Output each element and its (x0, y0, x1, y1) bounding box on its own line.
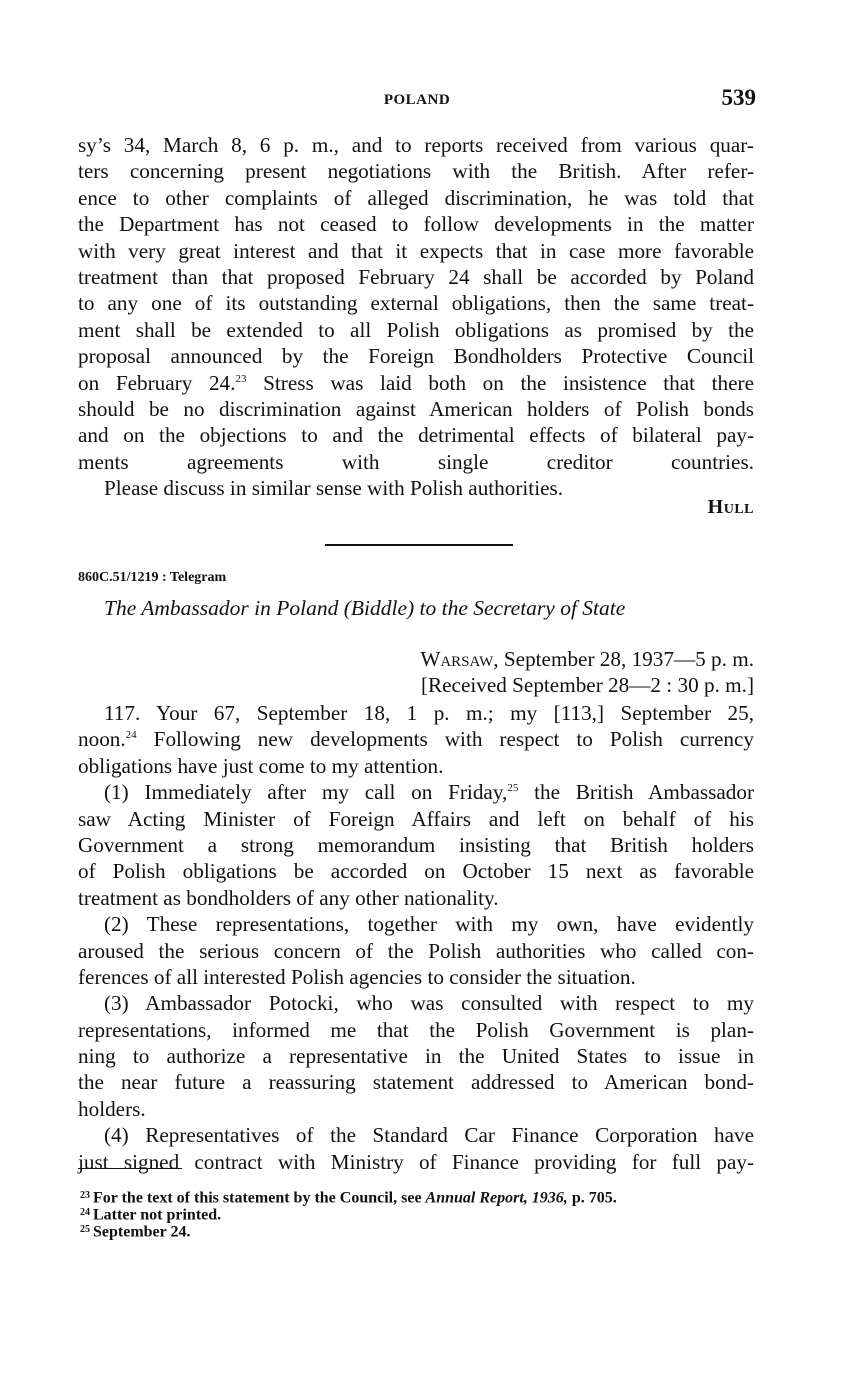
telegram-continuation-text (78, 132, 754, 501)
text-line: should be no discrimination against American holders of Polish bonds (78, 396, 754, 421)
text-line: just signed contract with Ministry of Finance providing for full pay- (78, 1149, 754, 1174)
footnote-text: Latter not printed. (93, 1206, 222, 1224)
text-line: ence to other complaints of alleged discrimination, he was told that (78, 185, 754, 210)
text-segment: the British Ambassador (518, 780, 754, 805)
text-segment: (1) Immediately after my call on Friday, (104, 780, 508, 805)
text-line: aroused the serious concern of the Polish authorities who called con- (78, 938, 754, 963)
text-line: proposal announced by the Foreign Bondholders Protective Council (78, 344, 754, 369)
closing-sentence: Please discuss in similar sense with Polish authorities. (104, 476, 564, 501)
text-line: representations, informed me that the Polish Government is plan- (78, 1017, 754, 1042)
text-line: (4) Representatives of the Standard Car Finance Corporation have (104, 1123, 754, 1148)
footnote-rule (78, 1168, 182, 1169)
text-line: the Department has not ceased to follow developments in the matter (78, 212, 754, 237)
text-line: obligations have just come to my attention. (78, 753, 444, 778)
text-line: ters concerning present negotiations with the British. After refer- (78, 159, 754, 184)
text-line: and on the objections to and the detrimental effects of bilateral pay- (78, 423, 754, 448)
text-line: ferences of all interested Polish agencies to consider the situation. (78, 964, 636, 989)
text-line: (3) Ambassador Potocki, who was consulted with respect to my (104, 991, 754, 1016)
text-line: sy’s 34, March 8, 6 p. m., and to reports received from various quar- (78, 133, 754, 157)
text-line: treatment as bondholders of any other nationality. (78, 885, 499, 910)
page-number: 539 (721, 85, 756, 110)
text-line: Government a strong memorandum insisting that British holders (78, 832, 754, 857)
document-reference: 860C.51/1219 : Telegram (78, 570, 227, 585)
section-divider (325, 544, 513, 546)
dateline-place: Warsaw (420, 647, 494, 671)
text-segment: Following new developments with respect to Polish currency (136, 727, 754, 752)
footnote-text: p. 705. (567, 1189, 617, 1207)
text-line: 117. Your 67, September 18, 1 p. m.; my [113,] September 25, (104, 701, 754, 725)
text-line: the near future a reassuring statement addressed to American bond- (78, 1070, 754, 1095)
text-line: saw Acting Minister of Foreign Affairs and left on behalf of his (78, 806, 754, 831)
footnote (80, 1221, 754, 1241)
footnote (80, 1187, 754, 1207)
text-line: to any one of its outstanding external obligations, then the same treat- (78, 291, 754, 316)
text-line: (2) These representations, together with my own, have evidently (104, 912, 754, 937)
footnotes (80, 1187, 754, 1241)
text-segment: on February 24. (78, 370, 236, 395)
dateline-date: , September 28, 1937—5 p. m. (493, 647, 754, 671)
running-head: POLAND (383, 92, 451, 108)
footnote-text: September 24. (93, 1223, 191, 1241)
footnote (80, 1204, 754, 1224)
text-line: treatment than that proposed February 24 shall be accorded by Poland (78, 264, 754, 289)
document-title: The Ambassador in Poland (Biddle) to the Secretary of State (104, 596, 626, 620)
signature: Hull (707, 496, 754, 518)
text-line (78, 779, 754, 805)
footnote-number: 24 (80, 1207, 90, 1218)
text-segment: Stress was laid both on the insistence that there (246, 370, 755, 395)
received-line: [Received September 28—2 : 30 p. m.] (420, 673, 754, 697)
text-line (78, 726, 754, 752)
text-line: holders. (78, 1096, 146, 1121)
text-line (78, 370, 754, 396)
telegram-body-text (78, 700, 754, 1175)
text-line: ning to authorize a representative in the United States to issue in (78, 1044, 754, 1069)
text-line: of Polish obligations be accorded on October 15 next as favorable (78, 859, 754, 884)
footnote-reference: 25 (507, 781, 519, 794)
footnote-citation: Annual Report, 1936, (425, 1189, 568, 1207)
page-header (78, 84, 756, 120)
footnote-reference: 24 (125, 729, 137, 742)
footnote-text: For the text of this statement by the Council, see (93, 1189, 426, 1207)
dateline (386, 646, 754, 672)
text-segment: noon. (78, 727, 126, 752)
text-line: with very great interest and that it expects that in case more favorable (78, 238, 754, 263)
text-line: ment shall be extended to all Polish obligations as promised by the (78, 317, 754, 342)
footnote-number: 23 (80, 1190, 90, 1201)
text-line: ments agreements with single creditor countries. (78, 449, 754, 474)
footnote-reference: 23 (235, 372, 247, 385)
footnote-number: 25 (80, 1224, 90, 1235)
